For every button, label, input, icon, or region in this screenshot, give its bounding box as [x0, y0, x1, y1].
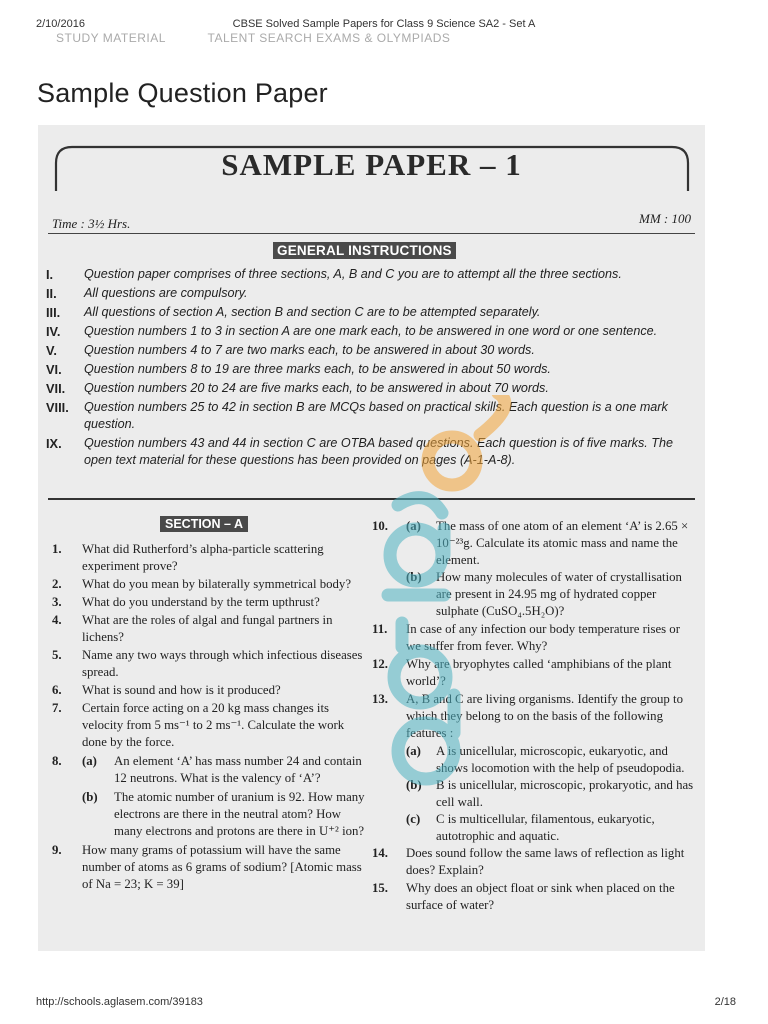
instruction-text: All questions of section A, section B and section C are to be attempted separately.: [84, 305, 541, 319]
instruction-number: V.: [46, 343, 57, 358]
question-item: [368, 656, 698, 690]
subquestion: [38, 753, 368, 787]
subquestion-text: A is unicellular, microscopic, eukaryotic, and shows locomotion with the help of pseudopodia.: [436, 744, 685, 775]
subquestion-label: (a): [406, 519, 421, 533]
instruction-text: All questions are compulsory.: [84, 286, 248, 300]
instruction-item: [38, 285, 705, 302]
subquestion-label: (b): [406, 570, 422, 584]
instruction-text: Question paper comprises of three sections, A, B and C you are to attempt all the three sections.: [84, 267, 622, 281]
question-text: Name any two ways through which infectious diseases spread.: [82, 648, 363, 679]
question-item: [38, 541, 368, 575]
section-a-heading: SECTION – A: [160, 516, 248, 532]
subquestion-label: (b): [406, 778, 422, 792]
instruction-number: VIII.: [46, 400, 69, 415]
question-text: How many grams of potassium will have the same number of atoms as 6 grams of sodium? [Atomic mass of Na = 23; K = 39]: [82, 843, 362, 891]
instruction-item: [38, 399, 705, 433]
question-number: 5.: [52, 648, 62, 662]
question-number: 4.: [52, 613, 62, 627]
question-item: [38, 753, 368, 840]
question-item: [368, 691, 698, 742]
page-heading: Sample Question Paper: [37, 78, 328, 108]
instruction-text: Question numbers 4 to 7 are two marks each, to be answered in about 30 words.: [84, 343, 535, 357]
question-number: 1.: [52, 542, 62, 556]
instruction-item: [38, 361, 705, 378]
question-number: 7.: [52, 701, 62, 715]
nav-link-talent-search[interactable]: TALENT SEARCH EXAMS & OLYMPIADS: [207, 31, 451, 45]
divider: [48, 233, 695, 234]
subquestion-label: (a): [82, 754, 97, 768]
subquestion-text: How many molecules of water of crystallisation are present in 24.95 mg of hydrated copper sulphate (CuSO₄.5H₂O)?: [436, 570, 682, 618]
paper-title: SAMPLE PAPER – 1: [221, 147, 522, 182]
subquestion: [368, 743, 698, 777]
print-doc-title: CBSE Solved Sample Papers for Class 9 Science SA2 - Set A: [232, 18, 536, 30]
question-item: [38, 842, 368, 893]
question-number: 15.: [372, 881, 388, 895]
instruction-number: III.: [46, 305, 61, 320]
question-text: What do you mean by bilaterally symmetrical body?: [82, 577, 352, 591]
instruction-item: [38, 323, 705, 340]
subquestion-text: C is multicellular, filamentous, eukaryotic, autotrophic and aquatic.: [436, 812, 655, 843]
subquestion-label: (b): [82, 790, 98, 804]
question-text: In case of any infection our body temperature rises or we suffer from fever. Why?: [406, 622, 680, 653]
question-item: [368, 621, 698, 655]
max-marks: MM : 100: [639, 211, 691, 226]
instruction-text: Question numbers 25 to 42 in section B are MCQs based on practical skills. Each question is a one mark question.: [84, 400, 668, 431]
question-item: [38, 647, 368, 681]
question-item: [368, 880, 698, 914]
time-allowed: Time : 3½ Hrs.: [52, 216, 131, 231]
subquestion: [368, 518, 698, 569]
subquestion-text: An element ‘A’ has mass number 24 and contain 12 neutrons. What is the valency of ‘A’?: [114, 754, 362, 785]
question-text: Why are bryophytes called ‘amphibians of the plant world’?: [406, 657, 672, 688]
instruction-item: [38, 435, 705, 469]
question-item: [368, 518, 698, 620]
question-item: [368, 845, 698, 879]
instruction-item: [38, 266, 705, 283]
question-item: [38, 682, 368, 699]
subquestion: [368, 569, 698, 620]
question-text: Does sound follow the same laws of reflection as light does? Explain?: [406, 846, 685, 877]
subquestion: [368, 811, 698, 845]
instruction-number: II.: [46, 286, 57, 301]
divider: [48, 498, 695, 500]
question-text: What do you understand by the term upthrust?: [82, 595, 320, 609]
print-footer-page: 2/18: [714, 996, 736, 1008]
subquestion-label: (c): [406, 812, 421, 826]
instructions-list: [38, 266, 705, 471]
instruction-item: [38, 380, 705, 397]
question-item: [38, 576, 368, 593]
question-number: 9.: [52, 843, 62, 857]
question-number: 12.: [372, 657, 388, 671]
question-number: 3.: [52, 595, 62, 609]
question-item: [38, 594, 368, 611]
instruction-text: Question numbers 1 to 3 in section A are one mark each, to be answered in one word or one sentence.: [84, 324, 658, 338]
instruction-item: [38, 304, 705, 321]
subquestion-label: (a): [406, 744, 421, 758]
instruction-number: IV.: [46, 324, 61, 339]
top-nav: [56, 31, 488, 45]
question-text: Why does an object float or sink when placed on the surface of water?: [406, 881, 675, 912]
questions-left-column: [38, 541, 368, 894]
question-number: 8.: [52, 754, 62, 768]
subquestion-text: B is unicellular, microscopic, prokaryotic, and has cell wall.: [436, 778, 694, 809]
instruction-number: VI.: [46, 362, 62, 377]
question-number: 2.: [52, 577, 62, 591]
print-date: 2/10/2016: [36, 18, 85, 30]
scanned-paper: [38, 125, 705, 951]
instruction-number: VII.: [46, 381, 66, 396]
question-number: 6.: [52, 683, 62, 697]
instruction-item: [38, 342, 705, 359]
question-number: 10.: [372, 519, 388, 533]
subquestion-text: The mass of one atom of an element ‘A’ is 2.65 × 10⁻²³g. Calculate its atomic mass and name the element.: [436, 519, 689, 567]
question-text: What did Rutherford’s alpha-particle scattering experiment prove?: [82, 542, 324, 573]
instruction-text: Question numbers 8 to 19 are three marks each, to be answered in about 50 words.: [84, 362, 551, 376]
print-footer-url: http://schools.aglasem.com/39183: [36, 996, 203, 1008]
question-number: 14.: [372, 846, 388, 860]
instruction-number: I.: [46, 267, 54, 282]
question-item: [38, 700, 368, 751]
nav-link-study-material[interactable]: STUDY MATERIAL: [56, 31, 166, 45]
question-number: 11.: [372, 622, 388, 636]
instruction-number: IX.: [46, 436, 62, 451]
question-item: [38, 612, 368, 646]
question-text: What is sound and how is it produced?: [82, 683, 281, 697]
question-text: Certain force acting on a 20 kg mass changes its velocity from 5 ms⁻¹ to 2 ms⁻¹. Calculate the work done by the force.: [82, 701, 345, 749]
subquestion: [38, 789, 368, 840]
subquestion: [368, 777, 698, 811]
question-text: A, B and C are living organisms. Identify the group to which they belong to on the basis of the following features :: [406, 692, 683, 740]
questions-right-column: [368, 518, 698, 915]
general-instructions-heading: GENERAL INSTRUCTIONS: [273, 242, 456, 259]
question-number: 13.: [372, 692, 388, 706]
instruction-text: Question numbers 43 and 44 in section C are OTBA based questions. Each question is of five marks. The open text material for these questions has been provided on pages (A-1-A-8).: [84, 436, 673, 467]
instruction-text: Question numbers 20 to 24 are five marks each, to be answered in about 70 words.: [84, 381, 549, 395]
subquestion-text: The atomic number of uranium is 92. How many electrons are there in the neutral atom? How many electrons and protons are there in U⁺² ion?: [114, 790, 365, 838]
question-text: What are the roles of algal and fungal partners in lichens?: [82, 613, 333, 644]
